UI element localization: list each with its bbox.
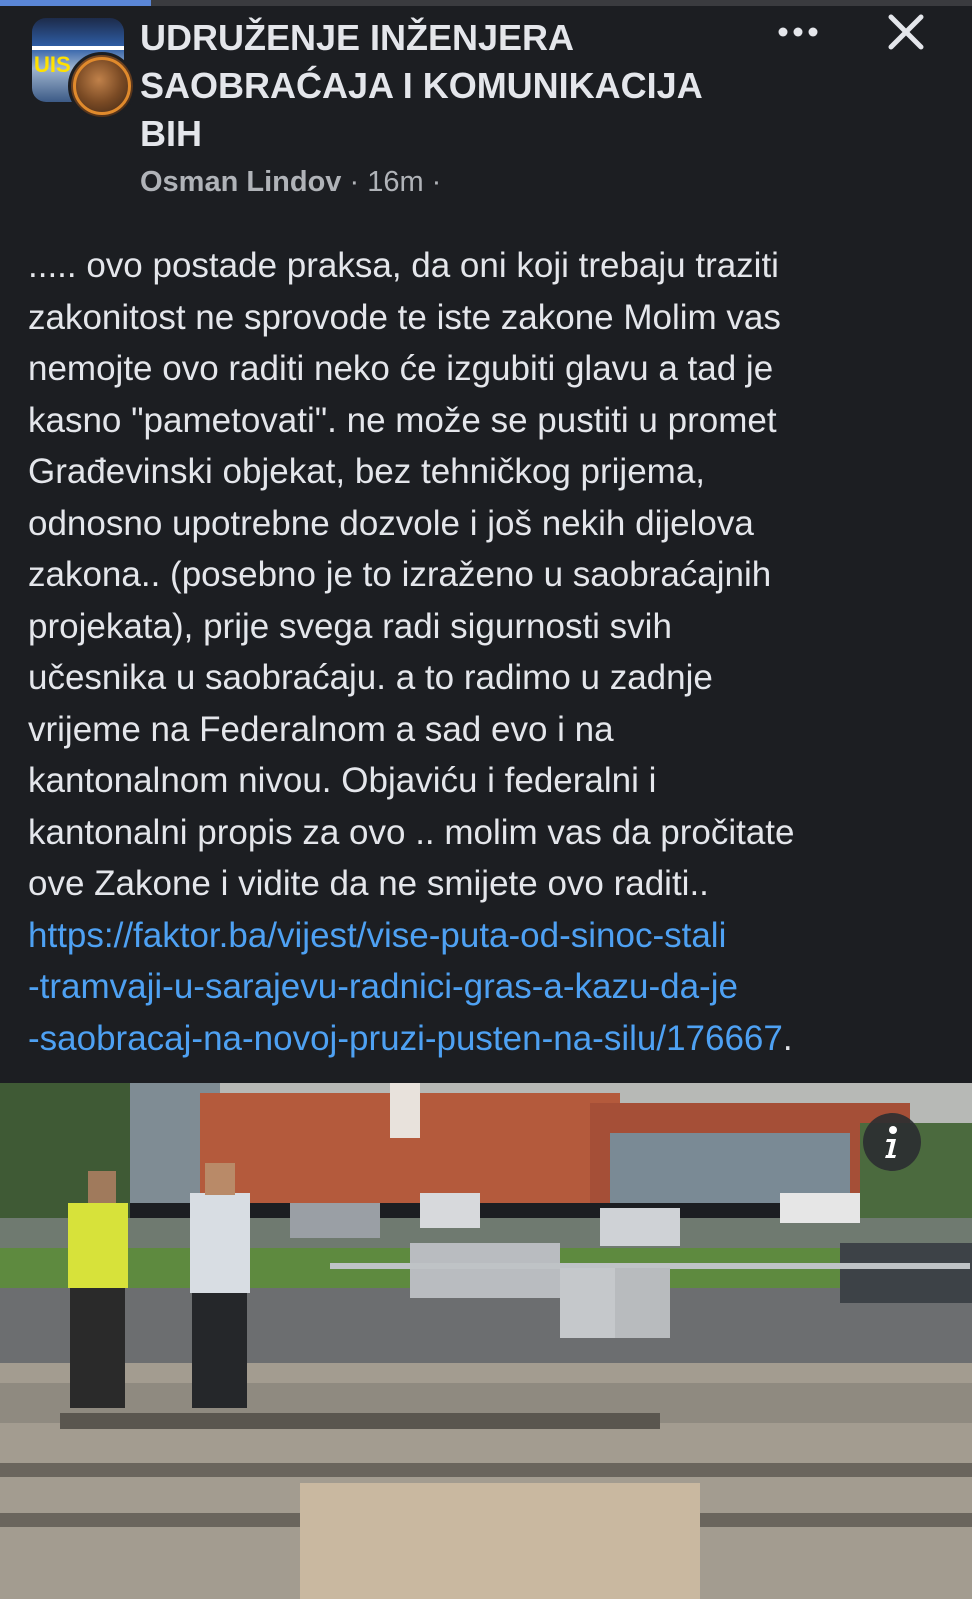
photo-round-sign (560, 1268, 615, 1338)
photo-round-sign (615, 1268, 670, 1338)
post-body (28, 240, 948, 1064)
author-avatar-ring (73, 57, 131, 115)
photo-car (290, 1203, 380, 1238)
close-icon[interactable] (886, 12, 926, 52)
author-name[interactable]: Osman Lindov (140, 166, 342, 198)
post-link[interactable]: https://faktor.ba/vijest/vise-puta-od-sinoc-stali -tramvaji-u-sarajevu-radnici-gras-a-kazu-da-je -saobracaj-na-novoj-pruzi-pusten-na-silu/176667 (28, 915, 783, 1058)
group-name-line: BIH (140, 113, 202, 154)
author-avatar[interactable] (68, 52, 136, 120)
story-progress-track (0, 0, 972, 6)
group-name-line: UDRUŽENJE INŽENJERA (140, 17, 575, 58)
group-avatar-band (32, 46, 124, 50)
photo-van (780, 1193, 860, 1223)
post-text: ..... ovo postade praksa, da oni koji trebaju traziti zakonitost ne sprovode te iste zakone Molim vas nemojte ovo raditi neko će izgubiti glavu a tad je kasno "pametovati". ne može se pustiti u promet Građevinski objekat, bez tehničkog prijema, odnosno upotrebne dozvole i još nekih dijelova zakona.. (posebno je to izraženo u saobraćajnih projekata), prije svega radi sigurnosti svih učesnika u saobraćaju. a to radimo u zadnje vrijeme na Federalnom a sad evo i na kantonalnom nivou. Objaviću i federalni i kantonalni propis za ovo .. molim vas da pročitate ove Zakone i vidite da ne smijete ovo raditi.. (28, 246, 795, 903)
group-avatar-logo-text: UIS (34, 52, 71, 77)
photo-dark-car (840, 1243, 972, 1303)
photo-car (420, 1193, 480, 1228)
photo-banner (390, 1083, 420, 1138)
photo-glass-facade (610, 1133, 850, 1203)
meta-separator: · (423, 166, 442, 198)
post-link-suffix: . (782, 1018, 793, 1058)
post-meta (140, 166, 441, 199)
photo-car (600, 1208, 680, 1246)
photo-worker-head (88, 1171, 116, 1203)
group-name-line: SAOBRAĆAJA I KOMUNIKACIJA (140, 65, 703, 106)
photo-rail (60, 1413, 660, 1429)
photo-rail (0, 1463, 972, 1477)
photo-man-legs (192, 1293, 247, 1408)
photo-man-head (205, 1163, 235, 1195)
photo-man-shirt (190, 1193, 250, 1293)
post-photo[interactable] (0, 1083, 972, 1599)
story-progress-fill (0, 0, 151, 6)
more-horizontal-icon[interactable] (776, 22, 820, 42)
photo-worker-legs (70, 1288, 125, 1408)
meta-separator: · (341, 166, 368, 198)
photo-worker-vest (68, 1203, 128, 1288)
photo-moving-car (410, 1243, 560, 1298)
info-icon[interactable] (862, 1112, 922, 1172)
group-name[interactable] (140, 14, 760, 158)
post-time[interactable]: 16m (367, 166, 424, 198)
photo-sand-pile (300, 1483, 700, 1599)
